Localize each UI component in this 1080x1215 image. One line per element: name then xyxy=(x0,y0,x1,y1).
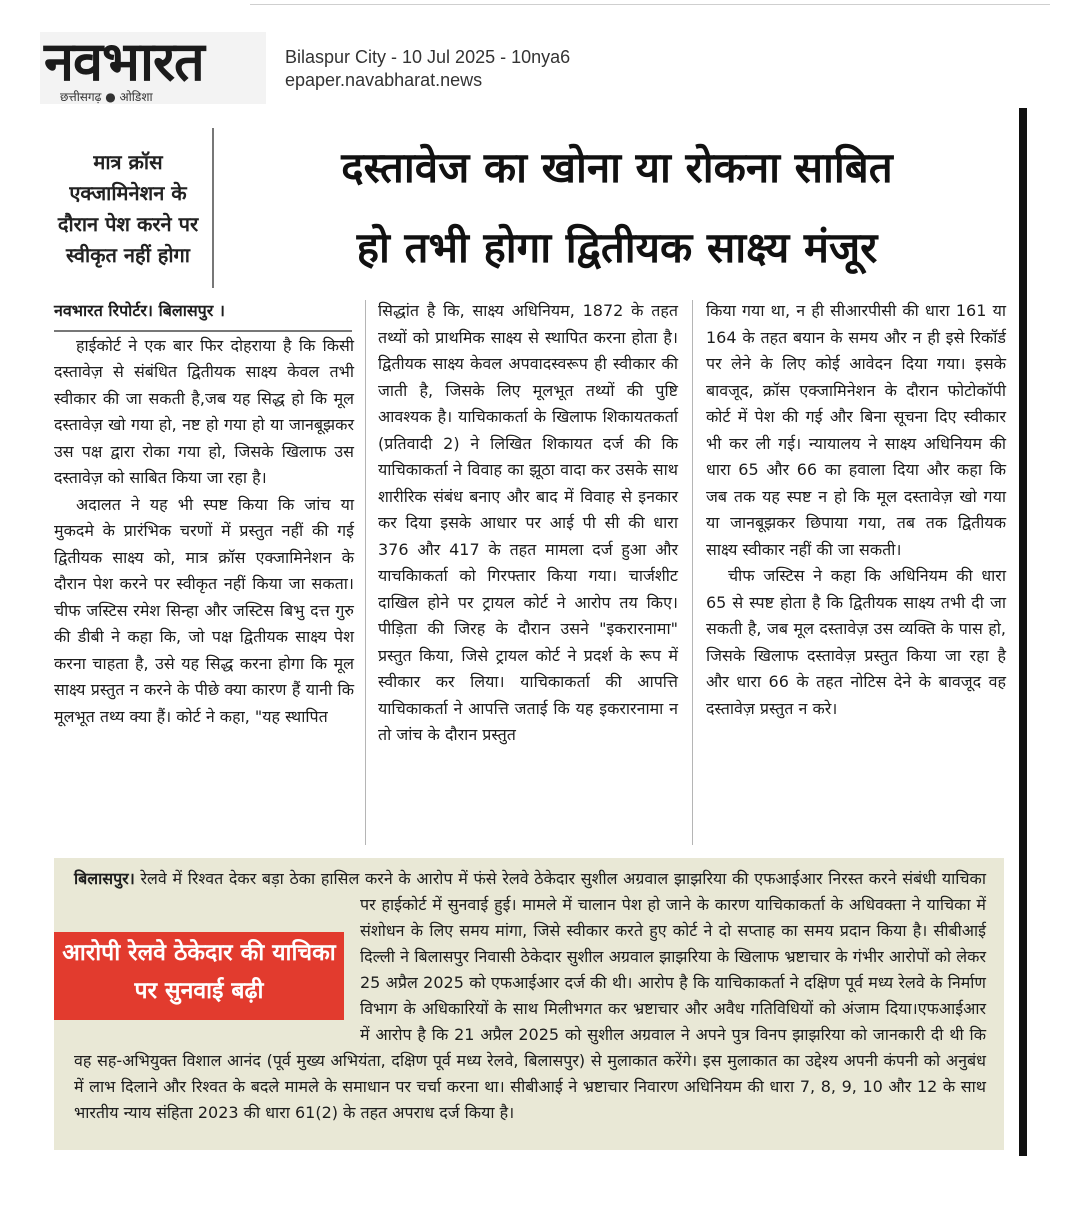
newspaper-logo xyxy=(40,32,266,104)
paragraph: सिद्धांत है कि, साक्ष्य अधिनियम, 1872 के तहत तथ्यों को प्राथमिक साक्ष्य से स्थापित करना होता है। द्वितीयक साक्ष्य केवल अपवादस्वरूप ही स्वीकार की जाती है, जिसके लिए मूलभूत तथ्यों की पुष्टि आवश्यक है। याचिकाकर्ता के खिलाफ शिकायतकर्ता (प्रतिवादी 2) ने लिखित शिकायत दर्ज की कि याचिकाकर्ता ने विवाह का झूठा वादा कर उसके साथ शारीरिक संबंध बनाए और बाद में विवाह से इनकार कर दिया इसके आधार पर आई पी सी की धारा 376 और 417 के तहत मामला दर्ज हुआ और याचकिाकर्ता को गिरफ्तार किया गया। चार्जशीट दाखिल होने पर ट्रायल कोर्ट ने आरोप तय किए। पीड़िता की जिरह के दौरान उसने "इकरारनामा" प्रस्तुत किया, जिसे ट्रायल कोर्ट ने प्रदर्श के रूप में स्वीकार कर लिया। याचिकाकर्ता की आपत्ति याचिकाकर्ता ने आपत्ति जताई कि यह इकरारनामा न तो जांच के दौरान प्रस्तुत xyxy=(378,301,678,744)
paragraph: किया गया था, न ही सीआरपीसी की धारा 161 या 164 के तहत बयान के समय और न ही इसे रिकॉर्ड पर लेने के लिए कोई आवेदन दिया गया। इसके बावजूद, क्रॉस एक्जामिनेशन के दौरान फोटोकॉपी कोर्ट में पेश की गई और बिना सूचना दिए स्वीकार भी कर ली गई। न्यायालय ने साक्ष्य अधिनियम की धारा 65 और 66 का हवाला दिया और कहा कि जब तक यह स्पष्ट न हो कि मूल दस्तावेज़ खो गया या जानबूझकर छिपाया गया, तब तक द्वितीयक साक्ष्य स्वीकार नहीं की जा सकती। xyxy=(706,301,1006,559)
sidebar-text: मात्र क्रॉस एक्जामिनेशन के दौरान पेश करने पर स्वीकृत नहीं होगा xyxy=(57,150,199,267)
top-divider xyxy=(250,0,1050,5)
logo-text: नवभारत xyxy=(44,30,204,93)
edition-info xyxy=(285,46,570,92)
article-headline xyxy=(222,128,1012,288)
sidebar-divider xyxy=(212,128,214,288)
headline-line-2: हो तभी होगा द्वितीयक साक्ष्य मंजूर xyxy=(356,223,878,272)
article-column-2 xyxy=(378,298,678,749)
sidebar-subhead xyxy=(48,128,208,290)
edition-line: Bilaspur City - 10 Jul 2025 - 10nya6 xyxy=(285,47,571,67)
epaper-url: epaper.navabharat.news xyxy=(285,70,483,90)
news-box xyxy=(54,858,1004,1150)
box-headline: आरोपी रेलवे ठेकेदार की याचिका पर सुनवाई बढ़ी xyxy=(54,932,344,1020)
box-body: याचिका में संशोधन के लिए समय मांगा, जिसे स्वीकार करते हुए कोर्ट ने दो सप्ताह का समय प्रदान किया है। सीबीआई दिल्ली ने बिलासपुर निवासी ठेकेदार सुशील अग्रवाल झाझरिया के खिलाफ भ्रष्टाचार के गंभीर आरोपों को लेकर 25 अप्रैल 2025 को एफआईआर दर्ज की थी। आरोप है कि याचिकाकर्ता ने दक्षिण पूर्व मध्य रेलवे के निर्माण विभाग के अधिकारियों के साथ मिलीभगत कर भ्रष्टाचार और अवैध गतिविधियों को अंजाम दिया।एफआईआर में आरोप है कि 21 अप्रैल 2025 को सुशील अग्रवाल ने अपने पुत्र विनप झाझरिया को जानकारी दी थी कि वह सह-अभियुक्त विशाल आनंद (पूर्व मुख्य अभियंता, दक्षिण पूर्व मध्य रेलवे, बिलासपुर) से मुलाकात करेंगे। इस मुलाकात का उद्देश्य अपनी कंपनी को अनुबंध में लाभ दिलाने और रिश्वत के बदले मामले के समाधान पर चर्चा करना था। सीबीआई ने भ्रष्टाचार निवारण अधिनियम की धारा 7, 8, 9, 10 और 12 के साथ भारतीय न्याय संहिता 2023 की धारा 61(2) के तहत अपराध दर्ज किया है। xyxy=(74,895,986,1122)
paragraph: हाईकोर्ट ने एक बार फिर दोहराया है कि किसी दस्तावेज़ से संबंधित द्वितीयक साक्ष्य केवल तभी स्वीकार की जा सकती है,जब यह सिद्ध हो कि मूल दस्तावेज़ खो गया हो, नष्ट हो गया हो या जानबूझकर उस पक्ष द्वारा रोका गया हो, जिसके खिलाफ उस दस्तावेज़ को साबित किया जा रहा है। xyxy=(54,335,354,487)
logo-subtitle: छत्तीसगढ़ ● ओडिशा xyxy=(60,90,153,104)
headline-line-1: दस्तावेज का खोना या रोकना साबित xyxy=(341,143,893,192)
article-column-3 xyxy=(706,298,1006,722)
byline: नवभारत रिपोर्टर। बिलासपुर । xyxy=(54,301,225,320)
paragraph: अदालत ने यह भी स्पष्ट किया कि जांच या मुकदमे के प्रारंभिक चरणों में प्रस्तुत नहीं की गई द्वितीयक साक्ष्य को, मात्र क्रॉस एक्जामिनेशन के दौरान पेश करने पर स्वीकृत नहीं किया जा सकता। चीफ जस्टिस रमेश सिन्हा और जस्टिस बिभु दत्त गुरु की डीबी ने कहा कि, जो पक्ष द्वितीयक साक्ष्य पेश करना चाहता है, उसे यह सिद्ध करना होगा कि मूल साक्ष्य प्रस्तुत न करने के पीछे क्या कारण हैं यानी कि मूलभूत तथ्य क्या हैं। कोर्ट ने कहा, "यह स्थापित xyxy=(54,494,354,726)
byline-divider xyxy=(54,330,352,332)
box-lead: रेलवे में रिश्वत देकर बड़ा ठेका हासिल करने के आरोप में फंसे रेलवे ठेकेदार सुशील अग्रवाल झाझरिया की एफआईआर निरस्त करने संबंधी याचिका पर हाईकोर्ट में सुनवाई हुई। मामले में चालान पेश हो जाने के कारण याचिकाकर्ता के अधिवक्ता ने xyxy=(134,869,986,914)
page-edge-rule xyxy=(1019,108,1027,1156)
box-story xyxy=(62,866,986,1126)
paragraph: चीफ जस्टिस ने कहा कि अधिनियम की धारा 65 से स्पष्ट होता है कि द्वितीयक साक्ष्य तभी दी जा सकती है, जब मूल दस्तावेज़ उस व्यक्ति के पास हो, जिसके खिलाफ दस्तावेज़ प्रस्तुत किया जा रहा है और धारा 66 के तहत नोटिस देने के बावजूद वह दस्तावेज़ प्रस्तुत न करे। xyxy=(706,566,1006,718)
dateline: बिलासपुर। xyxy=(74,869,135,888)
article-column-1 xyxy=(54,298,354,730)
column-divider xyxy=(365,300,366,845)
column-divider xyxy=(692,300,693,845)
